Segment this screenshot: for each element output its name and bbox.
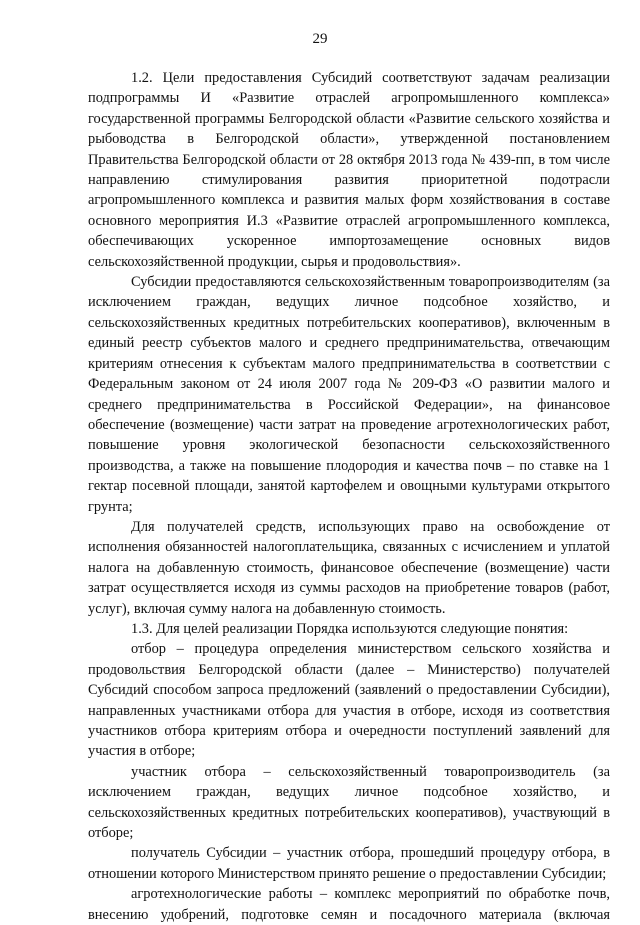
- paragraph-1-2-goals: 1.2. Цели предоставления Субсидий соответствуют задачам реализации подпрограммы И «Развитие отраслей агропромышленного комплекса» государственной программы Белгородской области «Развитие сельского хозяйства и рыбоводства в Белгородской области», утвержденной постановлением Правительства Белгородской области от 28 октября 2013 года № 439-пп, в том числе направлению стимулирования развития приоритетной подотрасли агропромышленного комплекса и развития малых форм хозяйствования в составе основного мероприятия И.3 «Развитие отраслей агропромышленного комплекса, обеспечивающих ускоренное импортозамещение основных видов сельскохозяйственной продукции, сырья и продовольствия».: [88, 70, 610, 270]
- document-body: [88, 68, 610, 925]
- paragraph-1-3-definitions: 1.3. Для целей реализации Порядка используются следующие понятия:: [131, 620, 569, 637]
- paragraph-subsidy-recipients: Субсидии предоставляются сельскохозяйственным товаропроизводителям (за исключением граждан, ведущих личное подсобное хозяйство, и сельскохозяйственных кредитных потребительских кооперативов), включенным в единый реестр субъектов малого и среднего предпринимательства, отвечающим критериям отнесения к субъектам малого предпринимательства в соответствии с Федеральным законом от 24 июля 2007 года № 209-ФЗ «О развитии малого и среднего предпринимательства в Российской Федерации», на финансовое обеспечение (возмещение) части затрат на проведение агротехнологических работ, повышение уровня экологической безопасности сельскохозяйственного производства, а также на повышение плодородия и качества почв – по ставке на 1 гектар посевной площади, занятой картофелем и овощными культурами открытого грунта;: [88, 274, 610, 515]
- paragraph-vat-exemption: Для получателей средств, использующих право на освобождение от исполнения обязанностей налогоплательщика, связанных с исчислением и уплатой налога на добавленную стоимость, финансовое обеспечение (возмещение) части затрат осуществляется исходя из суммы расходов на приобретение товаров (работ, услуг), включая сумму налога на добавленную стоимость.: [88, 518, 610, 617]
- page-number: 29: [312, 31, 328, 47]
- definition-subsidy-recipient: получатель Субсидии – участник отбора, прошедший процедуру отбора, в отношении которого Министерством принято решение о предоставлении Субсидии;: [88, 845, 610, 882]
- definition-agrotechnological-works: агротехнологические работы – комплекс мероприятий по обработке почв, внесению удобрений, подготовке семян и посадочного материала (включая: [88, 886, 610, 923]
- definition-selection-participant: участник отбора – сельскохозяйственный товаропроизводитель (за исключением граждан, ведущих личное подсобное хозяйство, и сельскохозяйственных кредитных потребительских кооперативов), участвующий в отборе;: [88, 763, 610, 842]
- definition-selection: отбор – процедура определения министерством сельского хозяйства и продовольствия Белгородской области (далее – Министерство) получателей Субсидий способом запроса предложений (заявлений о предоставлении Субсидии), направленных участниками отбора для участия в отборе, исходя из соответствия участников отбора критериям отбора и очередности поступлений заявлений для участия в отборе;: [88, 641, 610, 760]
